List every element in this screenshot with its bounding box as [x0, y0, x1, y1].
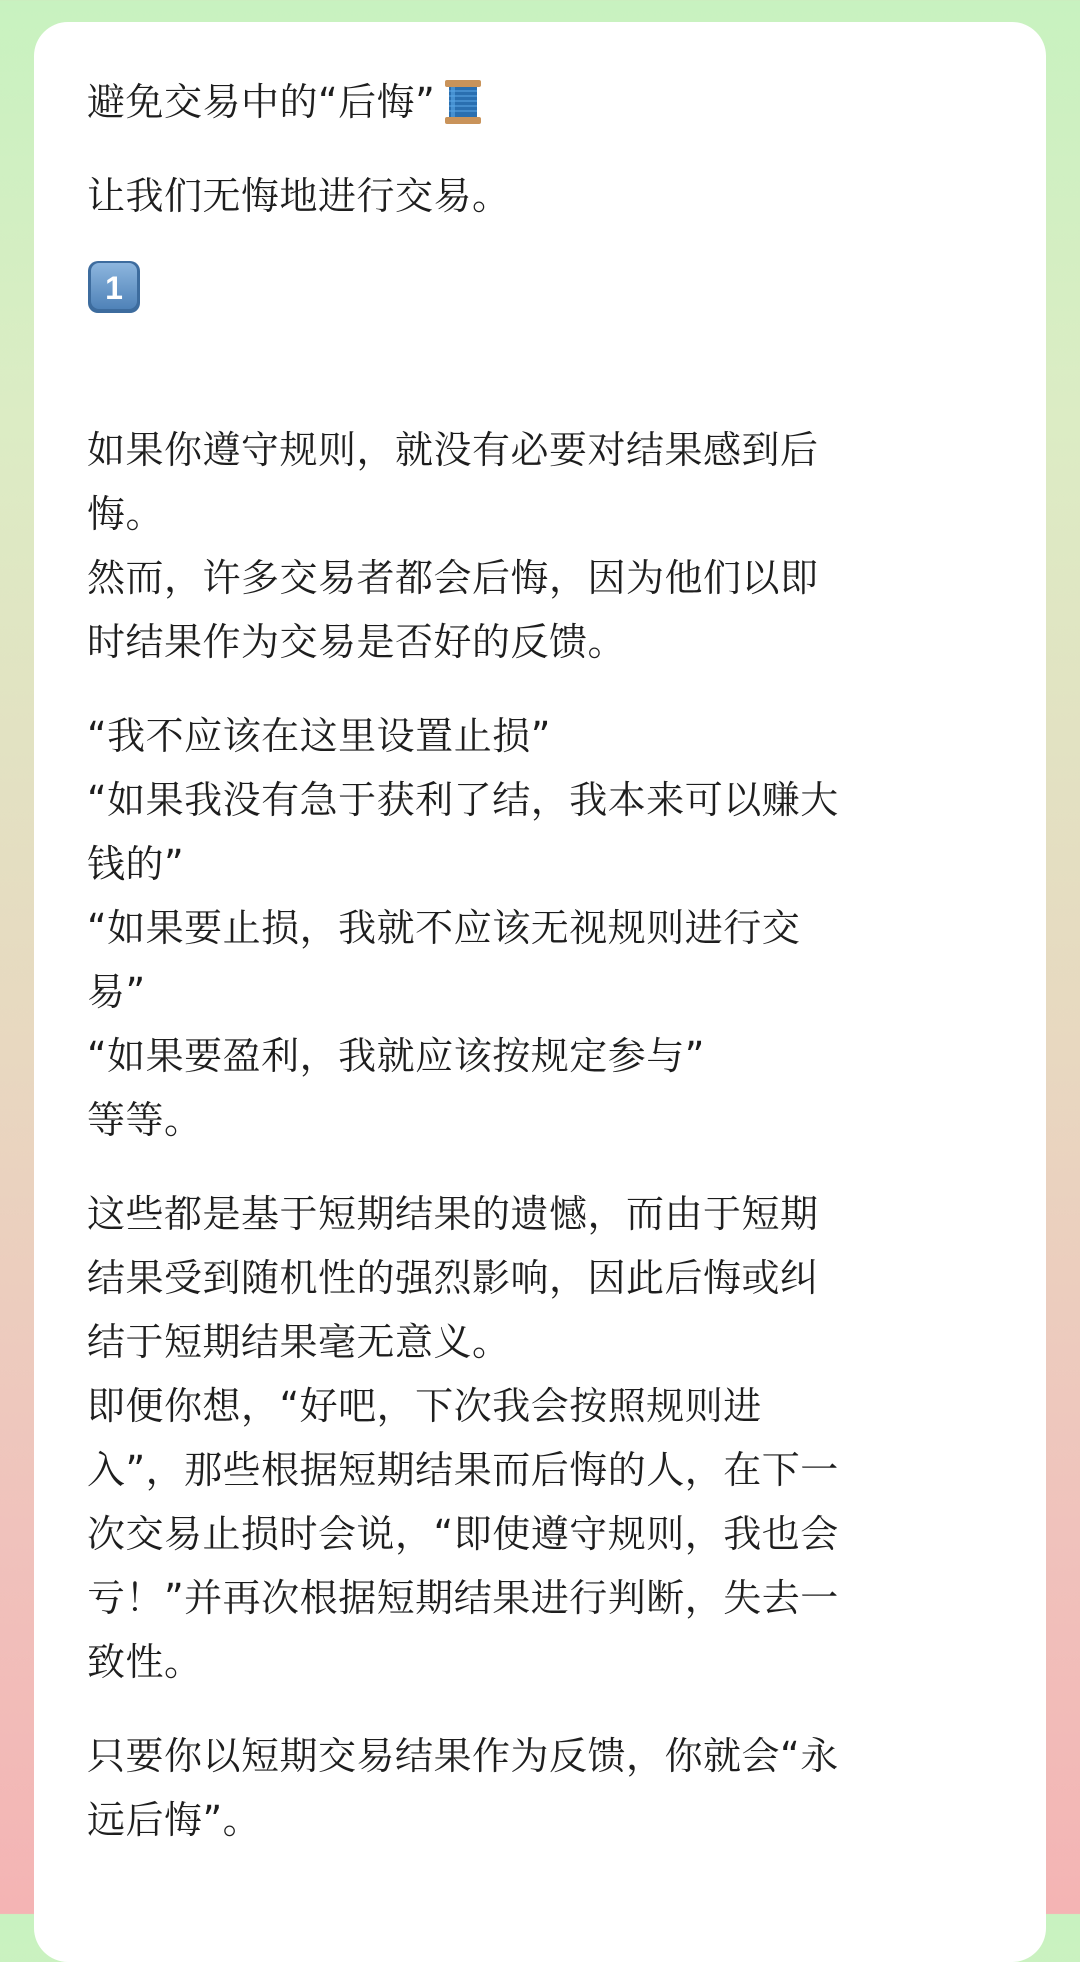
keycap-digit: 1 — [105, 270, 123, 306]
paragraph-quotes: “我不应该在这里设置止损” “如果我没有急于获利了结，我本来可以赚大 钱的” “如果要止损，我就不应该无视规则进行交 易” “如果要盈利，我就应该按规定参与” 等等。 — [87, 714, 839, 1142]
spool-of-thread-icon — [443, 78, 483, 126]
post-subtitle: 让我们无悔地进行交易。 — [87, 174, 511, 218]
post-title: 避免交易中的“后悔” — [87, 80, 436, 124]
paragraph-rules: 如果你遵守规则，就没有必要对结果感到后 悔。 然而，许多交易者都会后悔，因为他们以即 时结果作为交易是否好的反馈。 — [87, 428, 819, 664]
paragraph-short-term-results: 这些都是基于短期结果的遗憾，而由于短期 结果受到随机性的强烈影响，因此后悔或纠 结于短期结果毫无意义。 即便你想，“好吧，下次我会按照规则进 入”，那些根据短期结果而后悔的人，在下一 次交易止损时会说，“即使遵守规则，我也会 亏！”并再次根据短期结果进行判断，失去一 致性。 — [87, 1192, 839, 1684]
post-card — [34, 22, 1046, 1962]
paragraph-conclusion: 只要你以短期交易结果作为反馈，你就会“永 远后悔”。 — [87, 1734, 839, 1842]
keycap-digit-one-icon — [87, 260, 141, 314]
post-title-row — [87, 70, 994, 134]
